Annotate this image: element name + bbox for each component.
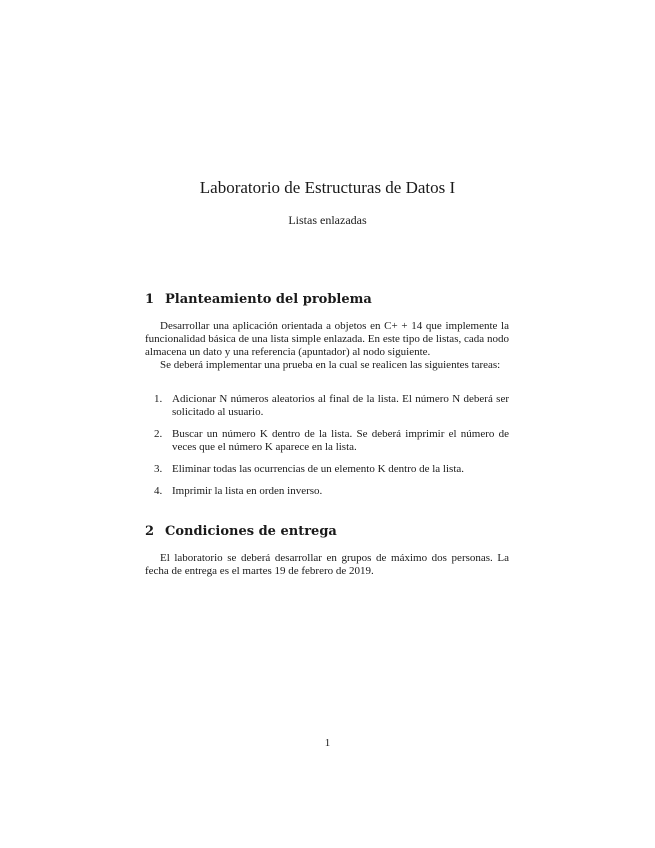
- paragraph: El laboratorio se deberá desarrollar en grupos de máximo dos personas. La fecha de entrega es el martes 19 de febrero de 2019.: [145, 552, 509, 577]
- task-list: [145, 393, 509, 507]
- list-item-text: Adicionar N números aleatorios al final de la lista. El número N deberá ser solicitado al usuario.: [172, 393, 509, 418]
- document-title: Laboratorio de Estructuras de Datos I: [199, 178, 456, 197]
- paragraph: Se deberá implementar una prueba en la cual se realicen las siguientes tareas:: [160, 359, 501, 371]
- list-item-text: Eliminar todas las ocurrencias de un elemento K dentro de la lista.: [172, 463, 465, 475]
- section-heading-condiciones: [145, 524, 337, 539]
- page-number: 1: [324, 737, 331, 749]
- list-item-number: 2.: [154, 428, 163, 440]
- list-item: [145, 428, 509, 454]
- section-number: 2: [145, 524, 155, 539]
- list-item-text: Imprimir la lista en orden inverso.: [172, 485, 323, 497]
- paragraph: Desarrollar una aplicación orientada a objetos en C+ + 14 que implemente la funcionalidad básica de una lista simple enlazada. En este tipo de listas, cada nodo almacena un dato y una referencia (apuntador) al nodo siguiente.: [145, 320, 509, 358]
- list-item-number: 1.: [154, 393, 163, 405]
- section-heading-planteamiento: [145, 292, 372, 307]
- list-item: [145, 485, 509, 498]
- list-item: [145, 393, 509, 419]
- list-item-text: Buscar un número K dentro de la lista. Se deberá imprimir el número de veces que el número K aparece en la lista.: [172, 428, 509, 453]
- section-number: 1: [145, 292, 155, 307]
- section-title: Planteamiento del problema: [165, 292, 372, 307]
- document-subtitle: Listas enlazadas: [288, 213, 367, 227]
- list-item-number: 3.: [154, 463, 163, 475]
- list-item: [145, 463, 509, 476]
- section-title: Condiciones de entrega: [165, 524, 337, 539]
- list-item-number: 4.: [154, 485, 163, 497]
